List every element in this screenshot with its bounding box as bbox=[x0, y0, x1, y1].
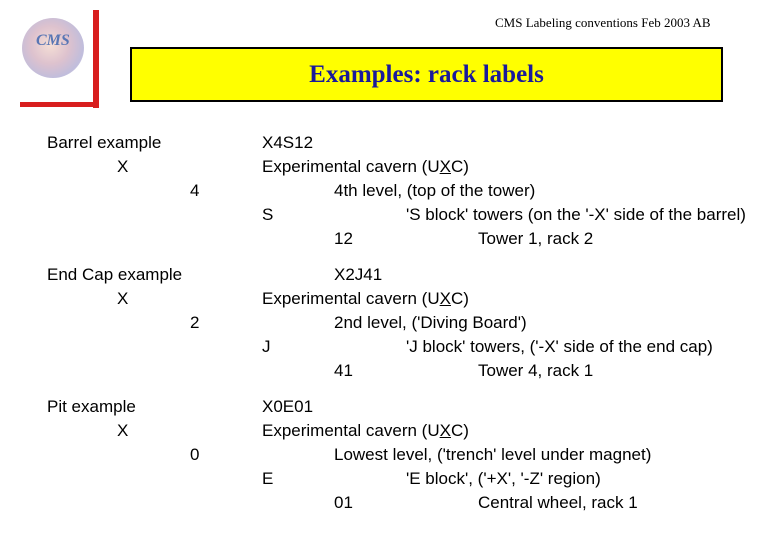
endcap-cavern: Experimental cavern (UXC) bbox=[262, 289, 469, 308]
endcap-line4: Tower 4, rack 1 bbox=[478, 361, 594, 380]
barrel-code: X4S12 bbox=[262, 133, 314, 152]
logo-text: CMS bbox=[36, 32, 70, 49]
title-box bbox=[130, 47, 723, 102]
pit-level: 0 bbox=[190, 445, 200, 464]
pit-cavern: Experimental cavern (UXC) bbox=[262, 421, 469, 440]
accent-bar-horizontal bbox=[20, 102, 98, 107]
pit-num: 01 bbox=[334, 493, 353, 512]
header-text: CMS Labeling conventions Feb 2003 AB bbox=[495, 15, 711, 30]
pit-line4: Central wheel, rack 1 bbox=[478, 493, 638, 512]
endcap-num: 41 bbox=[334, 361, 353, 380]
cms-logo bbox=[22, 18, 84, 78]
pit-label: Pit example bbox=[47, 397, 136, 416]
page-title: Examples: rack labels bbox=[309, 60, 544, 88]
barrel-x: X bbox=[117, 157, 129, 176]
barrel-line3: 'S block' towers (on the '-X' side of the barrel) bbox=[406, 205, 746, 224]
pit-line2: Lowest level, ('trench' level under magnet) bbox=[334, 445, 652, 464]
endcap-letter: J bbox=[262, 337, 271, 356]
accent-bar-vertical bbox=[93, 10, 99, 108]
barrel-num: 12 bbox=[334, 229, 353, 248]
pit-code: X0E01 bbox=[262, 397, 314, 416]
endcap-code: X2J41 bbox=[334, 265, 383, 284]
endcap-label: End Cap example bbox=[47, 265, 183, 284]
pit-line3: 'E block', ('+X', '-Z' region) bbox=[406, 469, 601, 488]
barrel-level: 4 bbox=[190, 181, 200, 200]
endcap-line2: 2nd level, ('Diving Board') bbox=[334, 313, 527, 332]
barrel-line2: 4th level, (top of the tower) bbox=[334, 181, 536, 200]
endcap-level: 2 bbox=[190, 313, 200, 332]
pit-letter: E bbox=[262, 469, 274, 488]
barrel-line4: Tower 1, rack 2 bbox=[478, 229, 594, 248]
barrel-letter: S bbox=[262, 205, 274, 224]
pit-x: X bbox=[117, 421, 129, 440]
endcap-x: X bbox=[117, 289, 129, 308]
endcap-line3: 'J block' towers, ('-X' side of the end cap) bbox=[406, 337, 713, 356]
barrel-cavern: Experimental cavern (UXC) bbox=[262, 157, 469, 176]
barrel-label: Barrel example bbox=[47, 133, 162, 152]
